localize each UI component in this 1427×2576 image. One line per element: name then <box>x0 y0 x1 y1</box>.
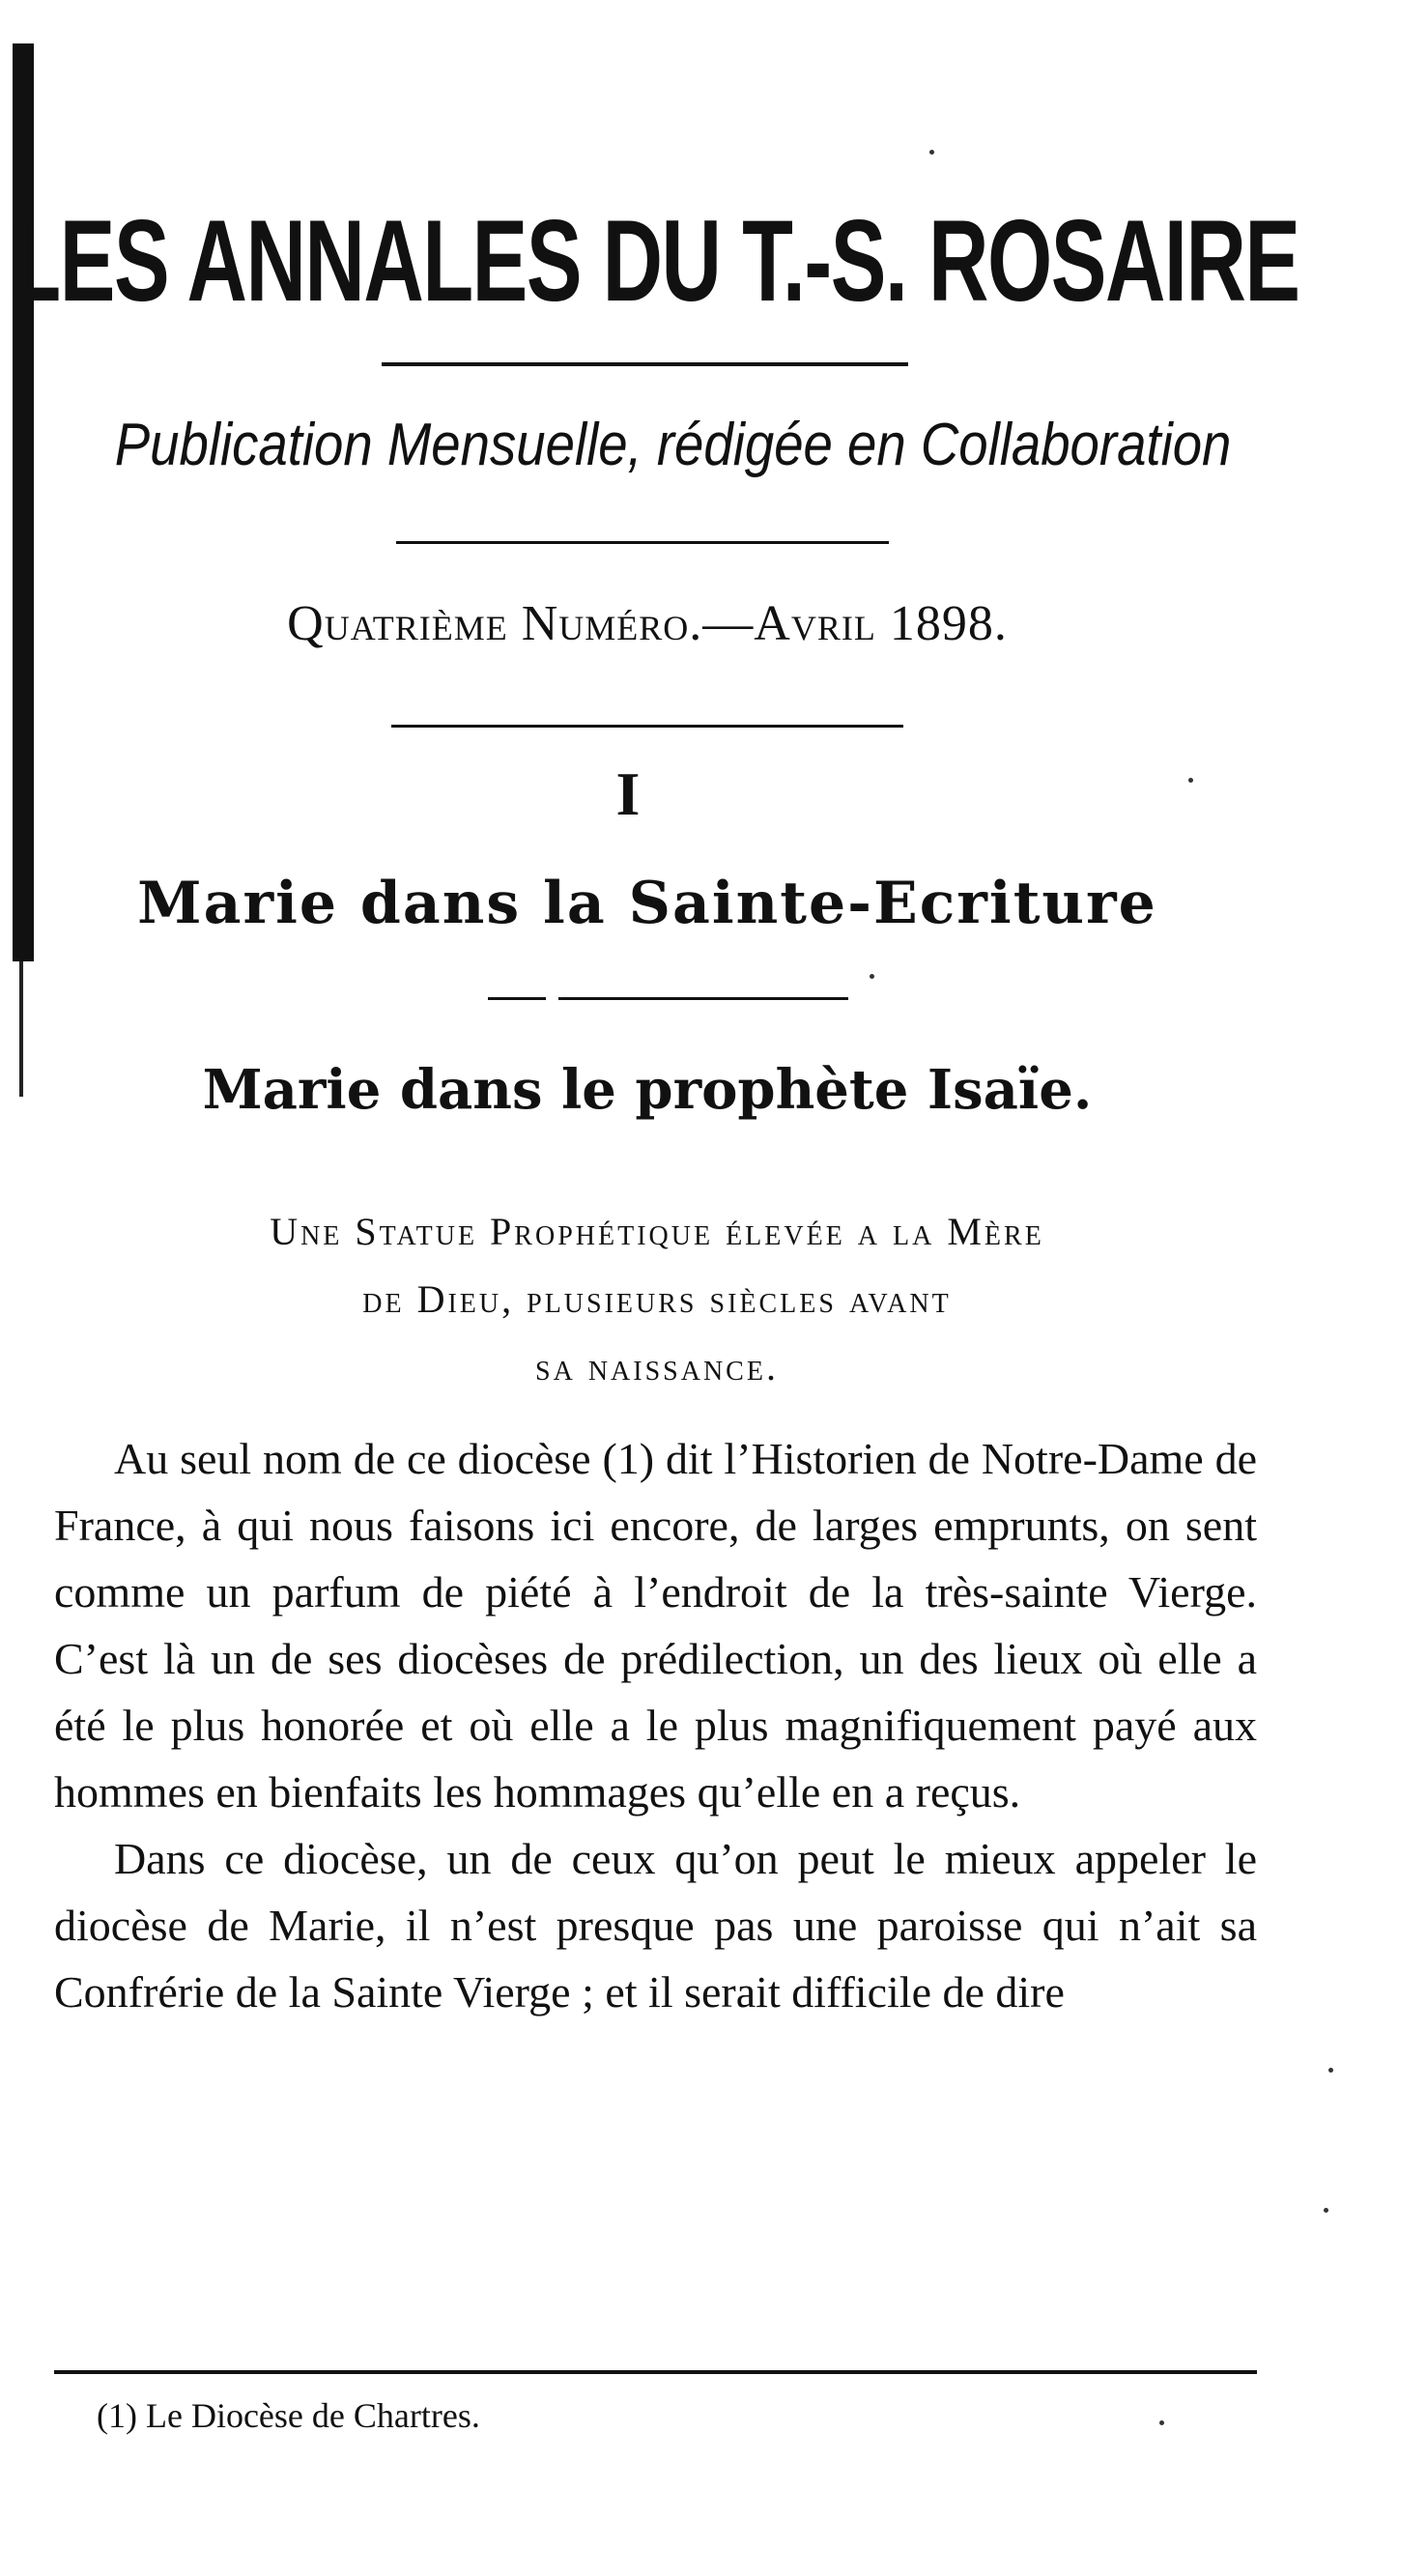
left-margin-rule <box>13 43 34 961</box>
section-dash-long <box>558 997 848 1000</box>
article-body <box>54 1425 1257 2025</box>
subsection-title: Marie dans le prophète Isaïe. <box>202 1058 1093 1122</box>
footnote: (1) Le Diocèse de Chartres. <box>97 2396 480 2435</box>
heading-line: de Dieu, plusieurs siècles avant <box>362 1277 952 1321</box>
left-margin-rule-tail <box>19 961 23 1097</box>
subtitle-box <box>39 412 1256 478</box>
scan-speck <box>1159 2420 1164 2425</box>
scan-speck <box>1324 2208 1328 2213</box>
publication-subtitle: Publication Mensuelle, rédigée en Collaboration <box>114 412 1232 478</box>
heading-line: sa naissance. <box>535 1345 779 1388</box>
scan-speck <box>1188 778 1193 783</box>
subtitle-rule <box>396 541 889 544</box>
issue-line: Quatrième Numéro.—Avril 1898. <box>287 596 1008 651</box>
footnote-rule <box>54 2370 1257 2374</box>
masthead-title: LES ANNALES DU T.-S. ROSAIRE <box>10 196 1300 326</box>
heading-line: Une Statue Prophétique élevée a la Mère <box>270 1210 1044 1253</box>
scan-speck <box>929 150 934 155</box>
issue-rule <box>391 725 903 728</box>
section-dash-short <box>488 997 546 1000</box>
section-number: I <box>615 759 641 828</box>
paragraph: Dans ce diocèse, un de ceux qu’on peut le mieux appeler le diocèse de Marie, il n’est presque pas une paroisse qui n’ait sa Confrérie de la Sainte Vierge ; et il serait difficile de dire <box>54 1834 1257 2017</box>
scan-speck <box>1328 2068 1333 2073</box>
paragraph: Au seul nom de ce diocèse (1) dit l’Historien de Notre-Dame de France, à qui nous faisons ici encore, de larges emprunts, on sent comme un parfum de piété à l’endroit de la très-sainte Vierge. C’est là un de ses diocèses de prédilection, un des lieux où elle a été le plus honorée et où elle a le plus magnifiquement payé aux hommes en bienfaits les hommages qu’elle en a reçus. <box>54 1434 1257 1817</box>
scan-speck <box>870 974 874 979</box>
section-title: Marie dans la Sainte-Ecriture <box>137 870 1157 937</box>
masthead-title-box <box>10 188 1300 333</box>
masthead-rule <box>382 362 908 366</box>
